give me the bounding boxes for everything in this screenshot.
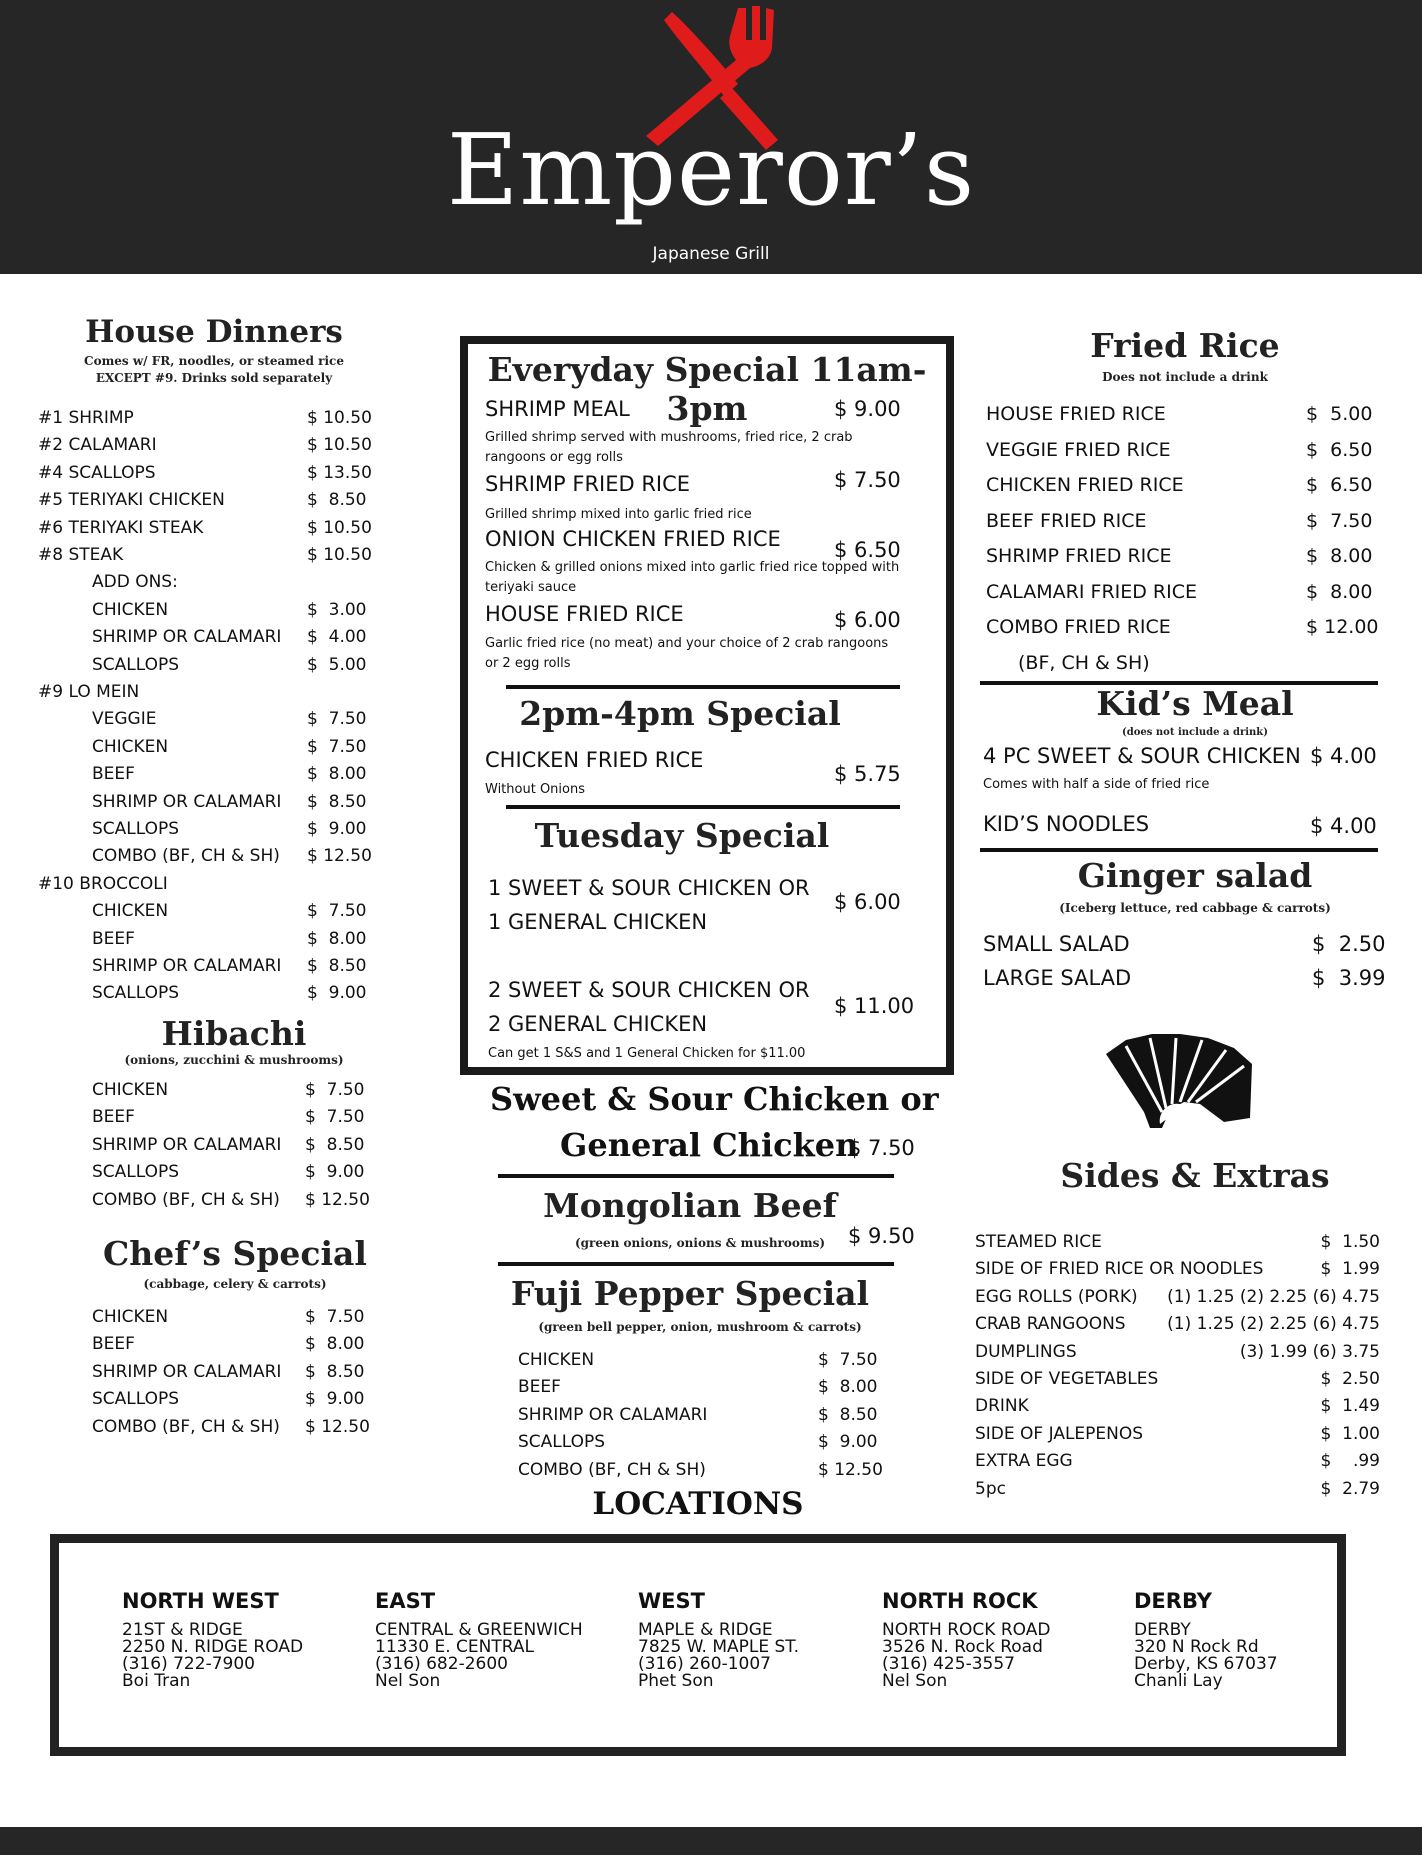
menu-item-price: $ 8.00 xyxy=(1306,545,1373,567)
location-line: MAPLE & RIDGE xyxy=(638,1620,773,1640)
menu-item-name: #6 TERIYAKI STEAK xyxy=(38,517,204,538)
location-card xyxy=(638,1588,799,1690)
menu-item-name: SCALLOPS xyxy=(518,1432,606,1453)
menu-item-price: $ 9.00 xyxy=(305,1162,365,1183)
menu-item-price: $ 3.99 xyxy=(1312,966,1386,990)
menu-item-name: SCALLOPS xyxy=(92,819,180,839)
mongolian-beef-price: $ 9.50 xyxy=(848,1224,915,1248)
menu-item-name: SHRIMP OR CALAMARI xyxy=(92,956,282,976)
location-line: CENTRAL & GREENWICH xyxy=(375,1620,583,1640)
location-line: 3526 N. Rock Road xyxy=(882,1637,1043,1657)
special-item-desc: Grilled shrimp mixed into garlic fried rice xyxy=(485,507,752,522)
special-item-price: $ 7.50 xyxy=(834,468,901,492)
menu-item-price: $ 13.50 xyxy=(307,462,372,483)
menu-item-price: $ 8.00 xyxy=(307,928,367,949)
tuesday-item-line: 1 GENERAL CHICKEN xyxy=(488,910,708,934)
special-item-name: SHRIMP MEAL xyxy=(485,397,630,421)
location-line: Phet Son xyxy=(638,1671,714,1691)
special-item-price: $ 6.50 xyxy=(834,538,901,562)
special-item-name: ONION CHICKEN FRIED RICE xyxy=(485,527,781,551)
everyday-special-title: Everyday Special 11am-3pm xyxy=(487,350,927,428)
menu-item-name: CHICKEN xyxy=(92,599,169,620)
menu-item-price: $ 12.50 xyxy=(305,1189,370,1210)
menu-item-price: $ 8.50 xyxy=(307,956,367,976)
menu-item-name: #8 STEAK xyxy=(38,545,124,565)
menu-item-name: SIDE OF FRIED RICE OR NOODLES xyxy=(975,1259,1264,1280)
tuesday-item-price: $ 6.00 xyxy=(834,890,901,914)
menu-item-price: $ 9.00 xyxy=(307,819,367,839)
menu-item-name: CHICKEN xyxy=(92,1307,169,1327)
menu-item-price: $ 10.50 xyxy=(307,408,372,428)
location-line: 7825 W. MAPLE ST. xyxy=(638,1637,800,1657)
menu-item-name: VEGGIE FRIED RICE xyxy=(986,438,1171,461)
menu-item-name: SHRIMP OR CALAMARI xyxy=(92,1361,282,1382)
menu-item-price: $ 4.00 xyxy=(307,627,367,648)
menu-item-price: $ 7.50 xyxy=(305,1080,365,1100)
menu-item-price: $ 7.50 xyxy=(307,901,367,922)
location-line: Derby, KS 67037 xyxy=(1134,1654,1278,1674)
menu-item-price: $ 6.50 xyxy=(1306,474,1373,496)
chefs-special-title: Chef’s Special xyxy=(103,1234,367,1273)
menu-item-price: $ 9.00 xyxy=(818,1432,878,1453)
footer-bar xyxy=(0,1827,1422,1855)
menu-item-price: $ 7.50 xyxy=(305,1307,365,1327)
menu-item-name: BEEF xyxy=(92,1334,135,1355)
menu-item-price: $ 12.50 xyxy=(305,1416,370,1437)
menu-item-name: CALAMARI FRIED RICE xyxy=(986,580,1198,603)
menu-item-name: #4 SCALLOPS xyxy=(38,462,156,483)
menu-item-price: (1) 1.25 (2) 2.25 (6) 4.75 xyxy=(1167,1286,1380,1307)
menu-item-price: (1) 1.25 (2) 2.25 (6) 4.75 xyxy=(1167,1314,1380,1335)
sweet-sour-title: Sweet & Sour Chicken or xyxy=(490,1080,939,1118)
menu-item-price: $ 2.50 xyxy=(1320,1369,1380,1389)
menu-item-name: COMBO FRIED RICE xyxy=(986,616,1171,638)
menu-item-price: $ 5.00 xyxy=(307,654,367,675)
location-line: 21ST & RIDGE xyxy=(122,1620,243,1640)
menu-item-name: SHRIMP FRIED RICE xyxy=(986,545,1172,567)
menu-item-name: BEEF xyxy=(92,764,135,785)
menu-item-price: (3) 1.99 (6) 3.75 xyxy=(1239,1341,1380,1362)
location-line: (316) 722-7900 xyxy=(122,1654,255,1674)
house-dinners-note: Comes w/ FR, noodles, or steamed rice xyxy=(84,354,344,368)
menu-item-name: DRINK xyxy=(975,1396,1029,1417)
menu-item-name: COMBO (BF, CH & SH) xyxy=(92,846,280,867)
menu-item-name: BEEF FRIED RICE xyxy=(986,509,1147,532)
menu-item-price: $ 8.00 xyxy=(305,1334,365,1355)
menu-item-price: $ 7.50 xyxy=(307,709,367,730)
menu-item-name: EGG ROLLS (PORK) xyxy=(975,1286,1138,1307)
divider xyxy=(980,848,1378,852)
location-line: Nel Son xyxy=(375,1671,441,1691)
menu-item-price: $ 2.79 xyxy=(1320,1478,1380,1499)
mongolian-beef-title: Mongolian Beef xyxy=(543,1186,837,1225)
location-name: EAST xyxy=(375,1589,436,1613)
menu-item-price: $ 10.50 xyxy=(307,435,372,456)
location-card xyxy=(1134,1588,1278,1690)
menu-item-price: $ 12.00 xyxy=(1306,616,1379,638)
house-dinners-title: House Dinners xyxy=(85,314,343,350)
menu-item-name: #2 CALAMARI xyxy=(38,435,157,456)
menu-item-name: BEEF xyxy=(92,1107,135,1128)
location-card xyxy=(122,1588,303,1690)
ginger-salad-title: Ginger salad xyxy=(1077,856,1313,895)
menu-item-name: VEGGIE xyxy=(92,709,157,730)
menu-item-name: #10 BROCCOLI xyxy=(38,873,168,894)
mongolian-beef-note: (green onions, onions & mushrooms) xyxy=(574,1236,825,1250)
location-card xyxy=(375,1588,583,1690)
divider xyxy=(498,1174,894,1178)
tuesday-item-line: 2 GENERAL CHICKEN xyxy=(488,1012,708,1036)
menu-item-name: COMBO (BF, CH & SH) xyxy=(518,1459,706,1480)
sweet-sour-price: $ 7.50 xyxy=(848,1136,915,1160)
menu-item-price: $ 1.00 xyxy=(1320,1423,1380,1444)
kids-meal-title: Kid’s Meal xyxy=(1096,684,1294,723)
menu-item-name: SHRIMP OR CALAMARI xyxy=(518,1404,708,1425)
menu-item-name: SMALL SALAD xyxy=(983,932,1130,956)
menu-item-price: $ 9.00 xyxy=(307,983,367,1004)
location-name: WEST xyxy=(638,1589,705,1613)
menu-item-price: $ 6.50 xyxy=(1306,438,1373,461)
tuesday-item-price: $ 11.00 xyxy=(834,994,915,1018)
special-item-desc: Grilled shrimp served with mushrooms, fried rice, 2 crab rangoons or egg rolls xyxy=(485,430,853,465)
menu-item-name: SCALLOPS xyxy=(92,1389,180,1410)
menu-item-price: $ 2.50 xyxy=(1312,932,1386,956)
sweet-sour-title: General Chicken xyxy=(560,1126,859,1164)
divider xyxy=(506,685,900,689)
hibachi-title: Hibachi xyxy=(161,1014,307,1053)
afternoon-special-desc: Without Onions xyxy=(485,782,585,797)
location-card xyxy=(882,1588,1050,1690)
menu-item-name: CHICKEN xyxy=(518,1350,595,1370)
location-line: NORTH ROCK ROAD xyxy=(882,1620,1051,1640)
location-line: Nel Son xyxy=(882,1671,948,1691)
location-name: NORTH WEST xyxy=(122,1589,279,1613)
special-item-desc: Garlic fried rice (no meat) and your choice of 2 crab rangoons or 2 egg rolls xyxy=(485,636,889,671)
location-line: (316) 682-2600 xyxy=(375,1654,508,1674)
menu-item-price: $ 7.50 xyxy=(818,1350,878,1370)
brand-subtitle: Japanese Grill xyxy=(652,244,770,264)
special-item-name: SHRIMP FRIED RICE xyxy=(485,472,691,496)
menu-item-name: SIDE OF JALEPENOS xyxy=(975,1423,1144,1444)
location-line: (316) 260-1007 xyxy=(638,1654,771,1674)
kids-item-name: 4 PC SWEET & SOUR CHICKEN xyxy=(983,744,1301,768)
menu-item-price: $ 7.50 xyxy=(305,1107,365,1128)
divider xyxy=(506,805,900,809)
location-line: 11330 E. CENTRAL xyxy=(375,1637,534,1657)
menu-item-price: $ 1.99 xyxy=(1320,1259,1380,1280)
location-line: DERBY xyxy=(1134,1620,1191,1640)
tuesday-special-title: Tuesday Special xyxy=(534,816,830,855)
kids-item-name: KID’S NOODLES xyxy=(983,812,1150,836)
folding-fan-icon xyxy=(1104,1032,1254,1132)
menu-item-price: $ 8.00 xyxy=(307,764,367,785)
menu-item-price: $ 8.50 xyxy=(307,490,367,511)
kids-item-price: $ 4.00 xyxy=(1310,814,1377,838)
kids-item-price: $ 4.00 xyxy=(1310,744,1377,768)
menu-item-name: STEAMED RICE xyxy=(975,1232,1102,1252)
special-item-price: $ 9.00 xyxy=(834,397,901,421)
chefs-special-note: (cabbage, celery & carrots) xyxy=(143,1277,327,1291)
location-line: Chanli Lay xyxy=(1134,1671,1223,1691)
brand-name: Emperor’s xyxy=(446,114,976,228)
menu-item-price: $ 8.50 xyxy=(307,791,367,812)
menu-item-name: ADD ONS: xyxy=(92,572,178,593)
menu-item-name: CHICKEN xyxy=(92,901,169,922)
menu-item-price: $ .99 xyxy=(1320,1451,1380,1472)
menu-item-price: $ 1.49 xyxy=(1320,1396,1380,1417)
menu-item-name: SHRIMP OR CALAMARI xyxy=(92,1134,282,1155)
afternoon-special-price: $ 5.75 xyxy=(834,762,901,786)
sides-title: Sides & Extras xyxy=(1060,1156,1330,1195)
menu-item-name: CHICKEN FRIED RICE xyxy=(986,474,1184,496)
menu-item-price: $ 8.00 xyxy=(1306,580,1373,603)
menu-item-price: $ 7.50 xyxy=(307,736,367,757)
menu-item-price: $ 12.50 xyxy=(307,846,372,867)
house-dinners-note: EXCEPT #9. Drinks sold separately xyxy=(95,371,333,385)
menu-item-name: BEEF xyxy=(92,928,135,949)
menu-item-price: $ 9.00 xyxy=(305,1389,365,1410)
menu-item-price: $ 8.00 xyxy=(818,1377,878,1398)
menu-item-name: #1 SHRIMP xyxy=(38,408,134,428)
locations-title: LOCATIONS xyxy=(592,1486,804,1522)
menu-item-name: SCALLOPS xyxy=(92,1162,180,1183)
tuesday-item-line: 2 SWEET & SOUR CHICKEN OR xyxy=(488,978,810,1002)
kids-item-desc: Comes with half a side of fried rice xyxy=(983,777,1210,792)
tuesday-item-line: 1 SWEET & SOUR CHICKEN OR xyxy=(488,876,810,900)
tuesday-note: Can get 1 S&S and 1 General Chicken for $11.00 xyxy=(488,1046,806,1061)
menu-item-name: HOUSE FRIED RICE xyxy=(986,403,1166,425)
menu-item-price: $ 7.50 xyxy=(1306,509,1373,532)
location-name: NORTH ROCK xyxy=(882,1589,1038,1613)
menu-item-name: SHRIMP OR CALAMARI xyxy=(92,791,282,812)
menu-item-price: $ 12.50 xyxy=(818,1459,883,1480)
menu-item-price: $ 8.50 xyxy=(305,1134,365,1155)
menu-item-price: $ 8.50 xyxy=(305,1361,365,1382)
special-item-price: $ 6.00 xyxy=(834,608,901,632)
fried-rice-note: Does not include a drink xyxy=(1102,370,1268,384)
menu-item-name: COMBO (BF, CH & SH) xyxy=(92,1416,280,1437)
hibachi-note: (onions, zucchini & mushrooms) xyxy=(124,1053,344,1067)
menu-item-price: $ 8.50 xyxy=(818,1404,878,1425)
location-line: Boi Tran xyxy=(122,1671,191,1691)
menu-item-name: SCALLOPS xyxy=(92,654,180,675)
fuji-pepper-note: (green bell pepper, onion, mushroom & carrots) xyxy=(538,1320,862,1334)
menu-item-name: SCALLOPS xyxy=(92,983,180,1004)
menu-item-price: $ 1.50 xyxy=(1320,1232,1380,1252)
special-item-name: HOUSE FRIED RICE xyxy=(485,602,684,626)
menu-item-name: 5pc xyxy=(975,1478,1006,1499)
divider xyxy=(498,1262,894,1266)
menu-item-name: EXTRA EGG xyxy=(975,1451,1073,1472)
menu-item-price: $ 10.50 xyxy=(307,545,372,565)
menu-item-name: CRAB RANGOONS xyxy=(975,1314,1126,1335)
location-line: 2250 N. RIDGE ROAD xyxy=(122,1637,304,1657)
menu-item-name: SIDE OF VEGETABLES xyxy=(975,1369,1159,1389)
menu-item-name: #9 LO MEIN xyxy=(38,682,140,702)
menu-item-name: SHRIMP OR CALAMARI xyxy=(92,627,282,648)
menu-item-name: DUMPLINGS xyxy=(975,1341,1077,1362)
kids-meal-note: (does not include a drink) xyxy=(1122,727,1268,738)
menu-item-price: $ 5.00 xyxy=(1306,403,1373,425)
menu-item-name: COMBO (BF, CH & SH) xyxy=(92,1189,280,1210)
afternoon-special-title: 2pm-4pm Special xyxy=(519,694,841,733)
menu-item-name: #5 TERIYAKI CHICKEN xyxy=(38,490,225,511)
menu-item-name: CHICKEN xyxy=(92,1080,169,1100)
menu-item-name: LARGE SALAD xyxy=(983,966,1132,990)
fried-rice-title: Fried Rice xyxy=(1090,326,1280,365)
fuji-pepper-title: Fuji Pepper Special xyxy=(510,1274,870,1313)
menu-item-name: BEEF xyxy=(518,1377,561,1398)
menu-item-name: CHICKEN xyxy=(92,736,169,757)
menu-item-price: $ 10.50 xyxy=(307,517,372,538)
header-banner xyxy=(0,0,1422,274)
location-line: (316) 425-3557 xyxy=(882,1654,1015,1674)
location-line: 320 N Rock Rd xyxy=(1134,1637,1259,1657)
afternoon-special-name: CHICKEN FRIED RICE xyxy=(485,748,704,772)
combo-fried-rice-note: (BF, CH & SH) xyxy=(1018,652,1150,674)
ginger-salad-note: (Iceberg lettuce, red cabbage & carrots) xyxy=(1059,901,1331,915)
special-item-desc: Chicken & grilled onions mixed into garlic fried rice topped with teriyaki sauce xyxy=(485,560,900,595)
menu-item-price: $ 3.00 xyxy=(307,599,367,620)
location-name: DERBY xyxy=(1134,1589,1213,1613)
